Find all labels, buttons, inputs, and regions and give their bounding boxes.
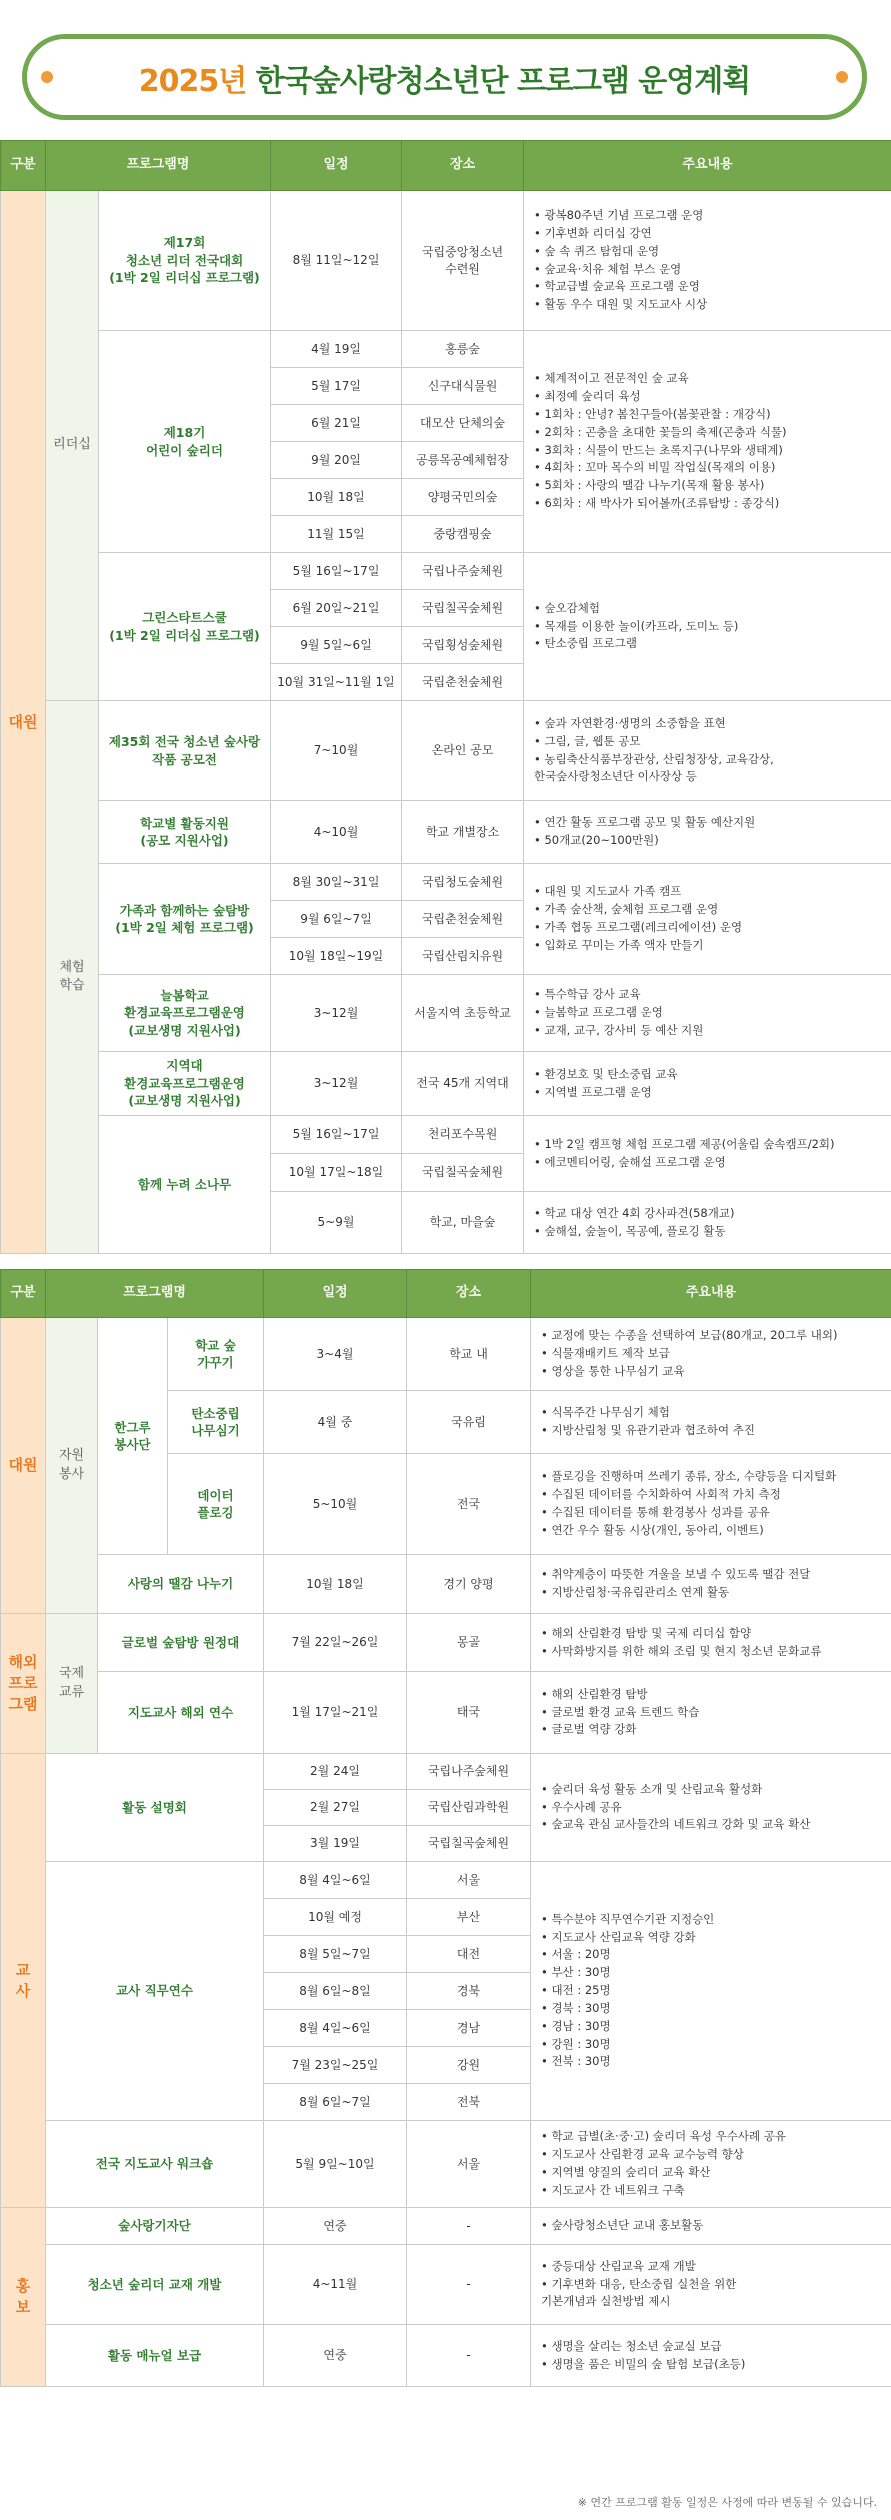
date-cell: 연중 (264, 2325, 407, 2387)
content-bullet: • 기후변화 대응, 탄소중립 실천을 위한 기본개념과 실천방법 제시 (541, 2276, 881, 2312)
date-cell: 8월 6일~8일 (264, 1973, 407, 2010)
program-cell: 늘봄학교 환경교육프로그램운영 (교보생명 지원사업) (99, 975, 271, 1052)
place-cell: 서울 (407, 2121, 531, 2208)
place-cell: 몽골 (407, 1614, 531, 1672)
content-cell (524, 191, 891, 331)
date-cell: 3월 19일 (264, 1826, 407, 1862)
header-division: 구분 (1, 1270, 46, 1318)
content-cell (531, 2208, 891, 2245)
place-cell: 서울 (407, 1862, 531, 1899)
date-cell: 6월 20일~21일 (271, 590, 402, 627)
content-bullet: • 수집된 데이터를 수치화하여 사회적 가치 측정 (541, 1486, 881, 1504)
content-cell (524, 1192, 891, 1254)
content-bullet: • 목재를 이용한 놀이(카프라, 도미노 등) (534, 618, 881, 636)
program-cell: 숲사랑기자단 (46, 2208, 264, 2245)
date-cell: 5월 16일~17일 (271, 553, 402, 590)
content-bullet: • 입화로 꾸미는 가족 액자 만들기 (534, 937, 881, 955)
date-cell: 4월 19일 (271, 331, 402, 368)
content-bullet: • 특수학급 강사 교육 (534, 986, 881, 1004)
date-cell: 9월 6일~7일 (271, 901, 402, 938)
program-cell: 활동 설명회 (46, 1754, 264, 1862)
program-cell: 사랑의 땔감 나누기 (98, 1555, 264, 1614)
place-cell: 국립중앙청소년 수련원 (402, 191, 524, 331)
date-cell: 10월 18일~19일 (271, 938, 402, 975)
program-cell: 교사 직무연수 (46, 1862, 264, 2121)
content-cell (531, 2121, 891, 2208)
date-cell: 연중 (264, 2208, 407, 2245)
date-cell: 8월 4일~6일 (264, 1862, 407, 1899)
content-cell (531, 1672, 891, 1754)
group-pr: 홍 보 (1, 2208, 46, 2387)
content-bullet: • 글로벌 환경 교육 트렌드 학습 (541, 1704, 881, 1722)
program-cell: 탄소중립 나무심기 (168, 1391, 264, 1454)
content-bullet: • 우수사례 공유 (541, 1799, 881, 1817)
content-bullet: • 기후변화 리더십 강연 (534, 225, 881, 243)
content-bullet: • 연간 우수 활동 시상(개인, 동아리, 이벤트) (541, 1522, 881, 1540)
place-cell: 국립청도숲체원 (402, 864, 524, 901)
content-bullet: • 대전 : 25명 (541, 1982, 881, 2000)
program-cell: 제35회 전국 청소년 숲사랑 작품 공모전 (99, 701, 271, 801)
content-cell (531, 1862, 891, 2121)
date-cell: 10월 예정 (264, 1899, 407, 1936)
content-bullet: • 50개교(20~100만원) (534, 832, 881, 850)
place-cell: 대모산 단체의숲 (402, 405, 524, 442)
place-cell: 천리포수목원 (402, 1116, 524, 1154)
date-cell: 2월 27일 (264, 1790, 407, 1826)
place-cell: 국립칠곡숲체원 (402, 590, 524, 627)
content-cell (524, 1116, 891, 1192)
content-bullet: • 숲 속 퀴즈 탐험대 운영 (534, 243, 881, 261)
date-cell: 6월 21일 (271, 405, 402, 442)
place-cell: 홍릉숲 (402, 331, 524, 368)
place-cell: 경북 (407, 1973, 531, 2010)
program-cell: 지도교사 해외 연수 (98, 1672, 264, 1754)
content-cell (524, 553, 891, 701)
program-cell: 데이터 플로깅 (168, 1454, 264, 1555)
place-cell: 온라인 공모 (402, 701, 524, 801)
date-cell: 7월 22일~26일 (264, 1614, 407, 1672)
date-cell: 5~10월 (264, 1454, 407, 1555)
content-bullet: • 광복80주년 기념 프로그램 운영 (534, 207, 881, 225)
program-cell: 글로벌 숲탐방 원정대 (98, 1614, 264, 1672)
place-cell: 양평국민의숲 (402, 479, 524, 516)
date-cell: 9월 20일 (271, 442, 402, 479)
content-bullet: • 6회차 : 새 박사가 되어볼까(조류탐방 : 종강식) (534, 495, 881, 513)
content-bullet: • 지방산림청 및 유관기관과 협조하여 추진 (541, 1422, 881, 1440)
content-bullet: • 학교 대상 연간 4회 강사파견(58개교) (534, 1205, 881, 1223)
content-bullet: • 탄소중립 프로그램 (534, 635, 881, 653)
content-bullet: • 활동 우수 대원 및 지도교사 시상 (534, 296, 881, 314)
header-division: 구분 (1, 141, 46, 191)
place-cell: 전국 (407, 1454, 531, 1555)
place-cell: 공릉목공예체험장 (402, 442, 524, 479)
date-cell: 5월 17일 (271, 368, 402, 405)
date-cell: 10월 18일 (271, 479, 402, 516)
content-cell (531, 1614, 891, 1672)
title-text: 한국숲사랑청소년단 프로그램 운영계획 (246, 64, 751, 99)
content-bullet: • 지도교사 산림환경 교육 교수능력 향상 (541, 2146, 881, 2164)
header-program: 프로그램명 (46, 1270, 264, 1318)
content-bullet: • 숲교육 관심 교사들간의 네트워크 강화 및 교육 확산 (541, 1816, 881, 1834)
date-cell: 8월 5일~7일 (264, 1936, 407, 1973)
content-bullet: • 경북 : 30명 (541, 2000, 881, 2018)
date-cell: 3~12월 (271, 975, 402, 1052)
date-cell: 10월 31일~11월 1일 (271, 664, 402, 701)
content-bullet: • 해외 산림환경 탐방 (541, 1686, 881, 1704)
content-bullet: • 경남 : 30명 (541, 2018, 881, 2036)
content-cell (524, 801, 891, 864)
content-cell (531, 1454, 891, 1555)
content-bullet: • 5회차 : 사랑의 땔감 나누기(목재 활용 봉사) (534, 477, 881, 495)
place-cell: 국립횡성숲체원 (402, 627, 524, 664)
content-bullet: • 지역별 양질의 숲리더 교육 확산 (541, 2164, 881, 2182)
place-cell: 국립나주숲체원 (402, 553, 524, 590)
place-cell: 국립산림치유원 (402, 938, 524, 975)
date-cell: 3~12월 (271, 1052, 402, 1116)
header-date: 일정 (271, 141, 402, 191)
place-cell: 국립칠곡숲체원 (402, 1154, 524, 1192)
date-cell: 11월 15일 (271, 516, 402, 553)
place-cell: 부산 (407, 1899, 531, 1936)
content-bullet: • 지역별 프로그램 운영 (534, 1084, 881, 1102)
program-cell: 그린스타트스쿨 (1박 2일 리더십 프로그램) (99, 553, 271, 701)
content-bullet: • 늘봄학교 프로그램 운영 (534, 1004, 881, 1022)
content-bullet: • 서울 : 20명 (541, 1946, 881, 1964)
place-cell: 신구대식물원 (402, 368, 524, 405)
place-cell: 서울지역 초등학교 (402, 975, 524, 1052)
date-cell: 1월 17일~21일 (264, 1672, 407, 1754)
program-cell: 지역대 환경교육프로그램운영 (교보생명 지원사업) (99, 1052, 271, 1116)
content-cell (524, 1052, 891, 1116)
content-bullet: • 최정예 숲리더 육성 (534, 388, 881, 406)
content-bullet: • 전북 : 30명 (541, 2053, 881, 2071)
date-cell: 8월 30일~31일 (271, 864, 402, 901)
header-content: 주요내용 (531, 1270, 891, 1318)
content-bullet: • 숲사랑청소년단 교내 홍보활동 (541, 2217, 881, 2235)
content-cell (531, 2325, 891, 2387)
program-cell: 전국 지도교사 워크숍 (46, 2121, 264, 2208)
place-cell: 태국 (407, 1672, 531, 1754)
content-cell (531, 2245, 891, 2325)
date-cell: 9월 5일~6일 (271, 627, 402, 664)
program-cell: 활동 매뉴얼 보급 (46, 2325, 264, 2387)
date-cell: 4~10월 (271, 801, 402, 864)
content-bullet: • 2회차 : 곤충을 초대한 꽃들의 축제(곤충과 식물) (534, 424, 881, 442)
content-bullet: • 영상을 통한 나무심기 교육 (541, 1363, 881, 1381)
plan-table-1 (0, 140, 891, 1254)
place-cell: 학교, 마을숲 (402, 1192, 524, 1254)
content-bullet: • 3회차 : 식물이 만드는 초록지구(나무와 생태계) (534, 442, 881, 460)
header-place: 장소 (402, 141, 524, 191)
content-bullet: • 학교 급별(초·중·고) 숲리더 육성 우수사례 공유 (541, 2128, 881, 2146)
content-bullet: • 에코멘티어링, 숲해설 프로그램 운영 (534, 1154, 881, 1172)
content-bullet: • 농림축산식품부장관상, 산림청장상, 교육감상, 한국숲사랑청소년단 이사장상 등 (534, 751, 881, 787)
program-cell: 학교 숲 가꾸기 (168, 1318, 264, 1391)
content-bullet: • 특수분야 직무연수기관 지정승인 (541, 1911, 881, 1929)
place-cell: - (407, 2208, 531, 2245)
content-bullet: • 환경보호 및 탄소중립 교육 (534, 1066, 881, 1084)
group-overseas: 해외 프로 그램 (1, 1614, 46, 1754)
content-cell (524, 975, 891, 1052)
content-bullet: • 4회차 : 꼬마 목수의 비밀 작업실(목재의 이용) (534, 459, 881, 477)
content-bullet: • 체계적이고 전문적인 숲 교육 (534, 370, 881, 388)
content-bullet: • 사막화방지를 위한 해외 조림 및 현지 청소년 문화교류 (541, 1643, 881, 1661)
content-bullet: • 교정에 맞는 수종을 선택하여 보급(80개교, 20그루 내외) (541, 1327, 881, 1345)
content-cell (524, 864, 891, 975)
place-cell: 학교 개별장소 (402, 801, 524, 864)
content-bullet: • 부산 : 30명 (541, 1964, 881, 1982)
place-cell: 국립산림과학원 (407, 1790, 531, 1826)
content-bullet: • 해외 산림환경 탐방 및 국제 리더십 함양 (541, 1625, 881, 1643)
content-bullet: • 숲해설, 숲놀이, 목공예, 플로깅 활동 (534, 1223, 881, 1241)
content-bullet: • 강원 : 30명 (541, 2036, 881, 2054)
content-bullet: • 교재, 교구, 강사비 등 예산 지원 (534, 1022, 881, 1040)
place-cell: 국립칠곡숲체원 (407, 1826, 531, 1862)
content-bullet: • 생명을 살리는 청소년 숲교실 보급 (541, 2338, 881, 2356)
content-bullet: • 숲교육·치유 체험 부스 운영 (534, 261, 881, 279)
title-year: 2025년 (138, 64, 247, 99)
date-cell: 8월 6일~7일 (264, 2084, 407, 2121)
date-cell: 3~4월 (264, 1318, 407, 1391)
place-cell: 경기 양평 (407, 1555, 531, 1614)
content-bullet: • 취약계층이 따뜻한 겨울을 보낼 수 있도록 땔감 전달 (541, 1566, 881, 1584)
footnote: ※ 연간 프로그램 활동 일정은 사정에 따라 변동될 수 있습니다. (577, 2496, 877, 2509)
place-cell: - (407, 2245, 531, 2325)
group-daewon: 대원 (1, 191, 46, 1254)
date-cell: 5~9월 (271, 1192, 402, 1254)
group-daewon: 대원 (1, 1318, 46, 1614)
subgroup-international: 국제 교류 (46, 1614, 98, 1754)
date-cell: 8월 4일~6일 (264, 2010, 407, 2047)
subgroup-leadership: 리더십 (46, 191, 99, 701)
place-cell: 전북 (407, 2084, 531, 2121)
content-cell (524, 331, 891, 553)
content-bullet: • 숲리더 육성 활동 소개 및 산림교육 활성화 (541, 1781, 881, 1799)
plan-table-2 (0, 1269, 891, 2387)
place-cell: 국립나주숲체원 (407, 1754, 531, 1790)
place-cell: - (407, 2325, 531, 2387)
content-bullet: • 1박 2일 캠프형 체험 프로그램 제공(어울림 숲속캠프/2회) (534, 1136, 881, 1154)
place-cell: 전국 45개 지역대 (402, 1052, 524, 1116)
date-cell: 10월 17일~18일 (271, 1154, 402, 1192)
date-cell: 10월 18일 (264, 1555, 407, 1614)
header-date: 일정 (264, 1270, 407, 1318)
content-bullet: • 가족 숲산책, 숲체험 프로그램 운영 (534, 901, 881, 919)
date-cell: 5월 16일~17일 (271, 1116, 402, 1154)
content-bullet: • 플로깅을 진행하며 쓰레기 종류, 장소, 수량등을 디지털화 (541, 1468, 881, 1486)
content-bullet: • 수집된 데이터를 통해 환경봉사 성과를 공유 (541, 1504, 881, 1522)
title-banner (22, 34, 867, 120)
content-bullet: • 가족 협동 프로그램(레크리에이션) 운영 (534, 919, 881, 937)
content-bullet: • 연간 활동 프로그램 공모 및 활동 예산지원 (534, 814, 881, 832)
group-teacher: 교 사 (1, 1754, 46, 2208)
content-bullet: • 학교급별 숲교육 프로그램 운영 (534, 278, 881, 296)
date-cell: 8월 11일~12일 (271, 191, 402, 331)
subgroup-volunteer: 자원 봉사 (46, 1318, 98, 1614)
date-cell: 2월 24일 (264, 1754, 407, 1790)
content-bullet: • 식목주간 나무심기 체험 (541, 1404, 881, 1422)
content-cell (531, 1555, 891, 1614)
program-cell: 청소년 숲리더 교재 개발 (46, 2245, 264, 2325)
header-content: 주요내용 (524, 141, 891, 191)
header-place: 장소 (407, 1270, 531, 1318)
place-cell: 대전 (407, 1936, 531, 1973)
content-bullet: • 숲오감체험 (534, 600, 881, 618)
program-cell: 제18기 어린이 숲리더 (99, 331, 271, 553)
content-bullet: • 그림, 글, 웹툰 공모 (534, 733, 881, 751)
program-cell: 함께 누려 소나무 (99, 1116, 271, 1254)
content-bullet: • 지도교사 간 네트워크 구축 (541, 2182, 881, 2200)
program-cell: 가족과 함께하는 숲탐방 (1박 2일 체험 프로그램) (99, 864, 271, 975)
date-cell: 7~10월 (271, 701, 402, 801)
content-bullet: • 식물재배키트 제작 보급 (541, 1345, 881, 1363)
content-bullet: • 지도교사 산림교육 역량 강화 (541, 1929, 881, 1947)
program-cell: 제17회 청소년 리더 전국대회 (1박 2일 리더십 프로그램) (99, 191, 271, 331)
place-cell: 국립춘천숲체원 (402, 901, 524, 938)
place-cell: 학교 내 (407, 1318, 531, 1391)
content-bullet: • 지방산림청·국유림관리소 연계 활동 (541, 1584, 881, 1602)
content-bullet: • 생명을 품은 비밀의 숲 탐험 보급(초등) (541, 2356, 881, 2374)
page-title (27, 56, 862, 100)
date-cell: 7월 23일~25일 (264, 2047, 407, 2084)
place-cell: 강원 (407, 2047, 531, 2084)
content-bullet: • 1회차 : 안녕? 봄친구들아(봄꽃관찰 : 개강식) (534, 406, 881, 424)
place-cell: 중랑캠핑숲 (402, 516, 524, 553)
content-bullet: • 중등대상 산림교육 교재 개발 (541, 2258, 881, 2276)
place-cell: 경남 (407, 2010, 531, 2047)
content-bullet: • 대원 및 지도교사 가족 캠프 (534, 883, 881, 901)
date-cell: 4~11월 (264, 2245, 407, 2325)
place-cell: 국유림 (407, 1391, 531, 1454)
date-cell: 4월 중 (264, 1391, 407, 1454)
subgroup-experience: 체험 학습 (46, 701, 99, 1254)
content-bullet: • 글로벌 역량 강화 (541, 1721, 881, 1739)
program-cell: 한그루 봉사단 (98, 1318, 168, 1555)
header-program: 프로그램명 (46, 141, 271, 191)
content-bullet: • 숲과 자연환경·생명의 소중함을 표현 (534, 715, 881, 733)
date-cell: 5월 9일~10일 (264, 2121, 407, 2208)
content-cell (524, 701, 891, 801)
place-cell: 국립춘천숲체원 (402, 664, 524, 701)
content-cell (531, 1318, 891, 1391)
content-cell (531, 1754, 891, 1862)
program-cell: 학교별 활동지원 (공모 지원사업) (99, 801, 271, 864)
content-cell (531, 1391, 891, 1454)
